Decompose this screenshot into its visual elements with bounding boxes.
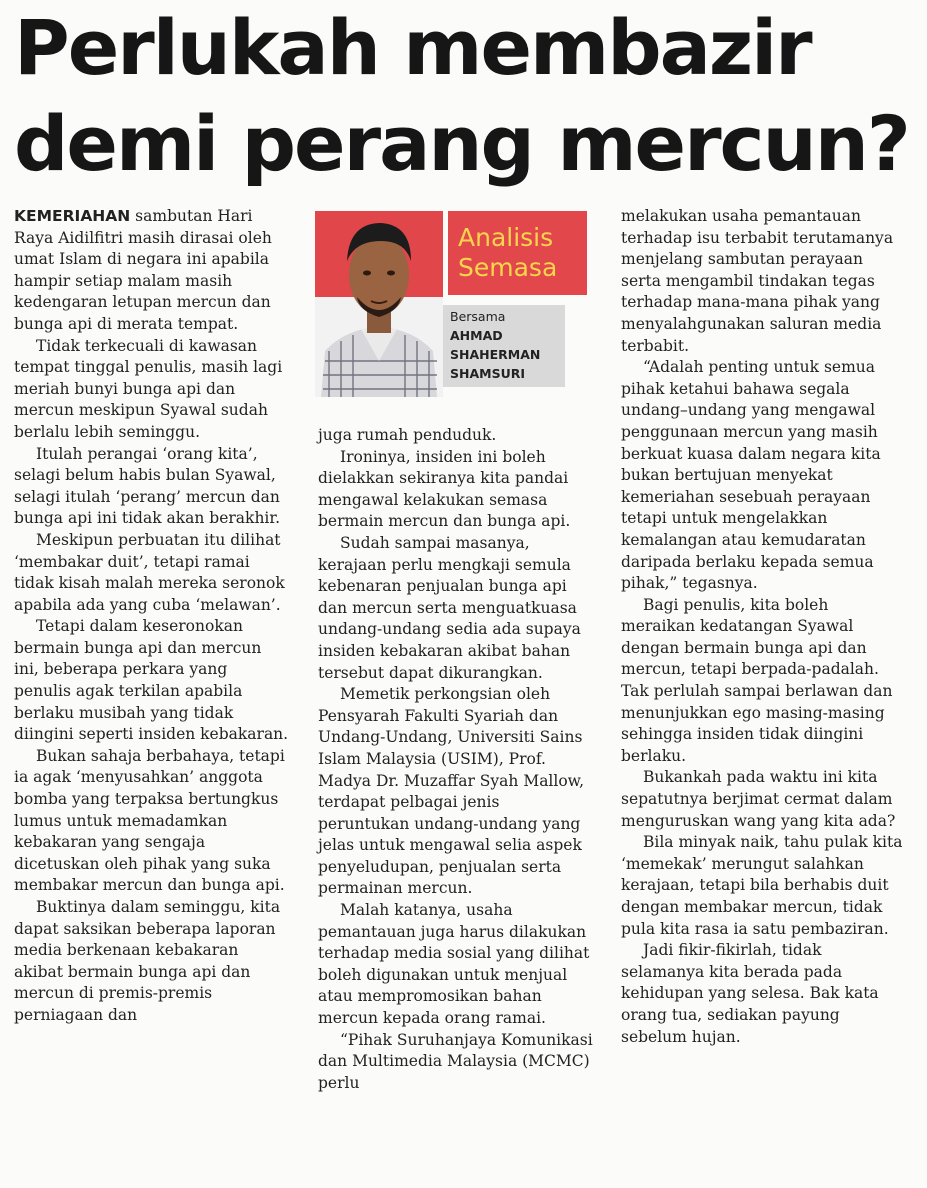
section-tag-line2: Semasa [458,253,558,282]
paragraph: Sudah sampai masanya, kerajaan perlu mengkaji semula kebenaran penjualan bunga api dan mercun serta menguatkuasa undang-undang sedia ada supaya insiden kebakaran akibat bahan tersebut dapat dikurangkan. [318,533,581,682]
byline-prefix: Bersama [450,309,506,324]
paragraph: Memetik perkongsian oleh Pensyarah Fakulti Syariah dan Undang-Undang, Universiti Sains Islam Malaysia (USIM), Prof. Madya Dr. Muzaffar Syah Mallow, terdapat pelbagai jenis peruntukan undang-undang yang jelas untuk mengawal selia aspek penyeludupan, penjualan serta permainan mercun. [318,685,585,898]
paragraph: Bukankah pada waktu ini kita sepatutnya berjimat cermat dalam menguruskan wang yang kita ada? [621,768,896,830]
article-column-3 [621,206,903,1048]
section-tag-line1: Analisis [458,223,554,252]
paragraph: juga rumah penduduk. [318,426,497,444]
paragraph: Bagi penulis, kita boleh meraikan kedatangan Syawal dengan bermain bunga api dan mercun, tetapi berpada-padalah. Tak perlulah sampai berlawan dan menunjukkan ego masing-masing sehingga insiden tidak diingini berlaku. [621,595,893,765]
article-column-2 [318,425,593,1094]
author-name-line3: SHAMSURI [450,366,526,381]
paragraph: Itulah perangai ‘orang kita’, selagi belum habis bulan Syawal, selagi itulah ‘perang’ mercun dan bunga api ini tidak akan berakhir. [14,444,281,528]
paragraph: Ironinya, insiden ini boleh dielakkan sekiranya kita pandai mengawal kelakukan semasa bermain mercun dan bunga api. [318,447,571,531]
article-column-1 [14,206,289,1027]
paragraph: Bila minyak naik, tahu pulak kita ‘memekak’ merungut salahkan kerajaan, tetapi bila berhabis duit dengan membakar mercun, tidak pula kita rasa ia satu pembaziran. [621,833,903,938]
column-header-box [315,211,587,401]
lead-word: KEMERIAHAN [14,207,131,225]
paragraph: Malah katanya, usaha pemantauan juga harus dilakukan terhadap media sosial yang dilihat boleh digunakan untuk menjual atau mempromosikan bahan mercun kepada orang ramai. [318,901,590,1028]
paragraph [14,206,289,336]
byline [443,305,565,387]
paragraph: melakukan usaha pemantauan terhadap isu terbabit terutamanya menjelang sambutan perayaan serta mengambil tindakan tegas terhadap mana-mana pihak yang menyalahgunakan saluran media terbabit. [621,207,894,355]
author-name-line1: AHMAD [450,328,503,343]
author-name-line2: SHAHERMAN [450,347,541,362]
paragraph: Meskipun perbuatan itu dilihat ‘membakar duit’, tetapi ramai tidak kisah malah mereka seronok apabila ada yang cuba ‘melawan’. [14,530,285,614]
author-photo [315,211,443,397]
paragraph: “Pihak Suruhanjaya Komunikasi dan Multimedia Malaysia (MCMC) perlu [318,1030,593,1092]
section-tag [448,211,587,295]
paragraph: Jadi fikir-fikirlah, tidak selamanya kita berada pada kehidupan yang selesa. Bak kata orang tua, sediakan payung sebelum hujan. [621,941,879,1046]
headline: Perlukah membazir demi perang mercun? [14,3,909,188]
paragraph: Tidak terkecuali di kawasan tempat tinggal penulis, masih lagi meriah bunyi bunga api dan mercun meskipun Syawal sudah berlalu lebih seminggu. [14,336,283,441]
paragraph: Tetapi dalam keseronokan bermain bunga api dan mercun ini, beberapa perkara yang penulis agak terkilan apabila berlaku musibah yang tidak diingini seperti insiden kebakaran. [14,617,289,744]
paragraph: “Adalah penting untuk semua pihak ketahui bahawa segala undang–undang yang mengawal penggunaan mercun yang masih berkuat kuasa dalam negara kita bukan bertujuan menyekat kemeriahan sesebuah perayaan tetapi untuk mengelakkan kemalangan atau kemudaratan daripada berlaku kepada semua pihak,” tegasnya. [621,358,881,593]
paragraph: Bukan sahaja berbahaya, tetapi ia agak ‘menyusahkan’ anggota bomba yang terpaksa bertungkus lumus untuk memadamkan kebakaran yang sengaja dicetuskan oleh pihak yang suka membakar mercun dan bunga api. [14,746,285,895]
paragraph: Buktinya dalam seminggu, kita dapat saksikan beberapa laporan media berkenaan kebakaran akibat bermain bunga api dan mercun di premis-premis perniagaan dan [14,898,281,1024]
paragraph-text: sambutan Hari Raya Aidilfitri masih dirasai oleh umat Islam di negara ini apabila hampir setiap malam masih kedengaran letupan mercun dan bunga api di merata tempat. [14,207,272,333]
